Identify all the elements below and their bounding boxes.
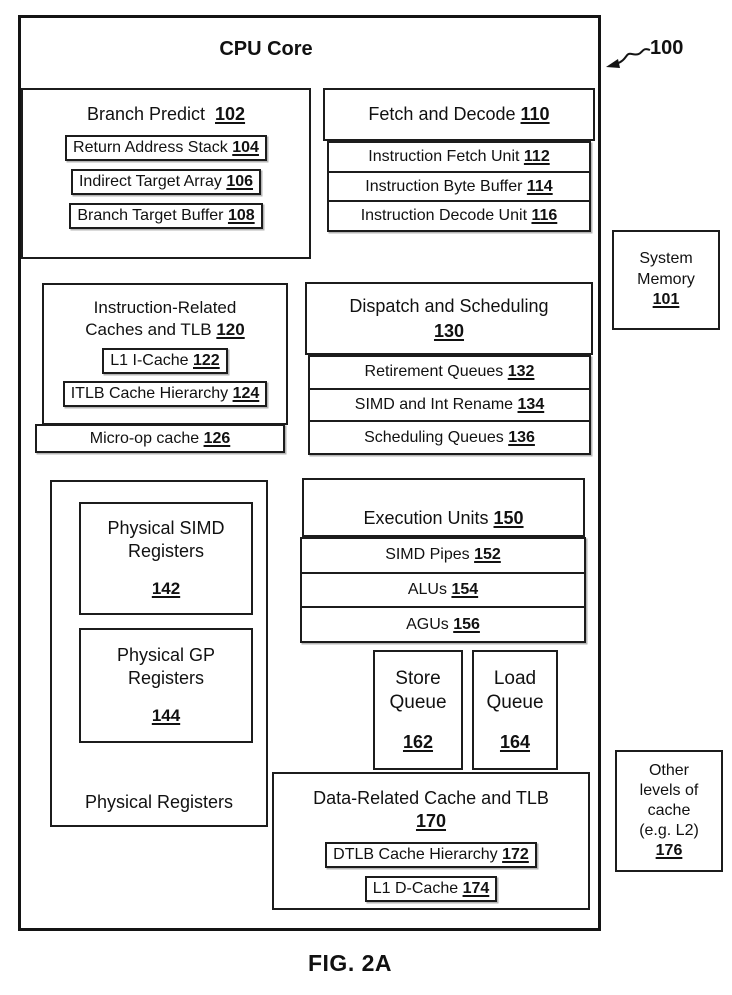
physical-gp-ref: 144 (151, 705, 181, 725)
agus-ref: 156 (453, 615, 480, 633)
simd-pipes-ref: 152 (474, 546, 501, 564)
l1-dcache-ref: 174 (462, 879, 490, 897)
dispatch-scheduling-ref: 130 (433, 320, 465, 341)
return-address-stack-label: Return Address Stack (73, 138, 228, 156)
simd-pipes-label: SIMD Pipes (385, 546, 470, 564)
instruction-caches-title-line1: Instruction-Related (93, 298, 237, 317)
store-queue-line2: Queue (389, 691, 447, 713)
dispatch-scheduling-title-text: Dispatch and Scheduling (349, 296, 549, 317)
other-cache-box (615, 750, 723, 872)
data-cache-ref: 170 (415, 811, 447, 832)
dispatch-scheduling-stack (308, 355, 591, 455)
fetch-decode-box (323, 88, 595, 141)
instruction-caches-items (63, 348, 268, 407)
agus-row (302, 606, 584, 641)
scheduling-queues-label: Scheduling Queues (364, 428, 504, 446)
branch-predict-items (65, 135, 267, 229)
simd-int-rename-label: SIMD and Int Rename (354, 396, 514, 413)
figure-caption: FIG. 2A (307, 950, 392, 976)
execution-units-stack (300, 537, 586, 643)
system-memory-box (612, 230, 720, 330)
system-memory-ref: 101 (652, 291, 680, 309)
execution-units-title-text: Execution Units (363, 507, 489, 528)
data-cache-items (325, 842, 537, 902)
lead-line-arrow-icon (604, 42, 652, 74)
dtlb-hierarchy-box (325, 842, 537, 868)
return-address-stack-ref: 104 (232, 138, 259, 156)
figure-ref-label: 100 (650, 37, 684, 59)
load-queue-box (472, 650, 558, 770)
retirement-queues-row (310, 357, 589, 388)
simd-int-rename-row (310, 388, 589, 421)
retirement-queues-label: Retirement Queues (364, 363, 504, 381)
execution-units-title (363, 507, 523, 530)
dtlb-hierarchy-ref: 172 (502, 845, 529, 863)
fetch-decode-ref: 110 (520, 104, 550, 125)
instruction-decode-unit-ref: 116 (531, 207, 558, 225)
micro-op-cache-box (35, 424, 285, 453)
instruction-byte-buffer-row (329, 171, 589, 201)
instruction-fetch-unit-label: Instruction Fetch Unit (368, 147, 520, 165)
physical-gp-registers-box (79, 628, 253, 743)
l1-icache-label: L1 I-Cache (110, 352, 189, 370)
branch-predict-box (21, 88, 311, 259)
execution-units-ref: 150 (493, 507, 524, 528)
other-cache-line1: Other (648, 762, 689, 779)
micro-op-cache-ref: 126 (203, 429, 231, 447)
store-queue-ref: 162 (402, 731, 434, 752)
retirement-queues-ref: 132 (507, 363, 535, 381)
branch-predict-title (87, 103, 245, 126)
itlb-hierarchy-label: ITLB Cache Hierarchy (70, 385, 229, 403)
scheduling-queues-ref: 136 (508, 428, 535, 446)
instruction-fetch-unit-ref: 112 (523, 147, 550, 165)
fetch-decode-stack (327, 141, 591, 232)
indirect-target-array-box (71, 169, 261, 195)
itlb-hierarchy-ref: 124 (232, 385, 260, 403)
instruction-caches-title (85, 297, 244, 341)
branch-predict-title-text: Branch Predict (86, 104, 205, 124)
execution-units-box (302, 478, 585, 537)
alus-ref: 154 (451, 581, 479, 598)
physical-simd-registers-box (79, 502, 253, 615)
load-queue-line1: Load (493, 668, 537, 689)
micro-op-cache-label: Micro-op cache (89, 429, 200, 447)
fetch-decode-title (368, 103, 549, 126)
physical-registers-label: Physical Registers (84, 792, 234, 812)
data-cache-title (313, 787, 549, 834)
cpu-core-title: CPU Core (219, 38, 313, 60)
indirect-target-array-ref: 106 (226, 172, 254, 190)
physical-simd-ref: 142 (151, 578, 181, 598)
alus-label: ALUs (407, 581, 447, 598)
agus-label: AGUs (406, 615, 449, 633)
other-cache-line4: (e.g. L2) (639, 822, 699, 839)
data-cache-box (272, 772, 590, 910)
instruction-caches-ref: 120 (216, 320, 245, 340)
instruction-byte-buffer-ref: 114 (526, 177, 553, 195)
branch-target-buffer-label: Branch Target Buffer (77, 206, 224, 224)
scheduling-queues-row (310, 420, 589, 453)
physical-simd-line2: Registers (127, 541, 205, 562)
micro-op-cache-row (37, 426, 283, 451)
store-queue-line1: Store (395, 668, 441, 689)
instruction-caches-box (42, 283, 288, 425)
dtlb-hierarchy-label: DTLB Cache Hierarchy (333, 845, 498, 863)
other-cache-line3: cache (647, 802, 691, 819)
simd-pipes-row (302, 539, 584, 572)
other-cache-line2: levels of (639, 782, 699, 799)
instruction-byte-buffer-label: Instruction Byte Buffer (365, 177, 523, 195)
dispatch-scheduling-box (305, 282, 593, 355)
physical-gp-line1: Physical GP (116, 645, 216, 666)
branch-target-buffer-ref: 108 (227, 206, 255, 224)
instruction-caches-title-line2: Caches and TLB (85, 320, 212, 340)
l1-dcache-label: L1 D-Cache (372, 879, 459, 897)
load-queue-ref: 164 (499, 731, 531, 752)
instruction-decode-unit-label: Instruction Decode Unit (360, 207, 528, 225)
indirect-target-array-label: Indirect Target Array (78, 172, 222, 190)
system-memory-line2: Memory (637, 270, 695, 288)
physical-registers-box (50, 480, 268, 827)
physical-simd-line1: Physical SIMD (107, 518, 225, 539)
branch-target-buffer-box (69, 203, 262, 229)
l1-icache-ref: 122 (193, 352, 220, 370)
load-queue-line2: Queue (486, 691, 544, 713)
branch-predict-ref: 102 (215, 104, 246, 124)
itlb-hierarchy-box (63, 381, 268, 407)
return-address-stack-box (65, 135, 267, 161)
other-cache-ref: 176 (655, 842, 683, 859)
l1-dcache-box (365, 876, 498, 902)
physical-gp-line2: Registers (127, 668, 205, 689)
dispatch-scheduling-title (349, 294, 548, 343)
store-queue-box (373, 650, 463, 770)
fetch-decode-title-text: Fetch and Decode (368, 104, 516, 125)
instruction-decode-unit-row (329, 200, 589, 230)
alus-row (302, 572, 584, 607)
system-memory-line1: System (639, 249, 693, 267)
simd-int-rename-ref: 134 (517, 396, 545, 413)
l1-icache-box (102, 348, 227, 374)
data-cache-title-text: Data-Related Cache and TLB (313, 788, 549, 808)
instruction-fetch-unit-row (329, 143, 589, 171)
